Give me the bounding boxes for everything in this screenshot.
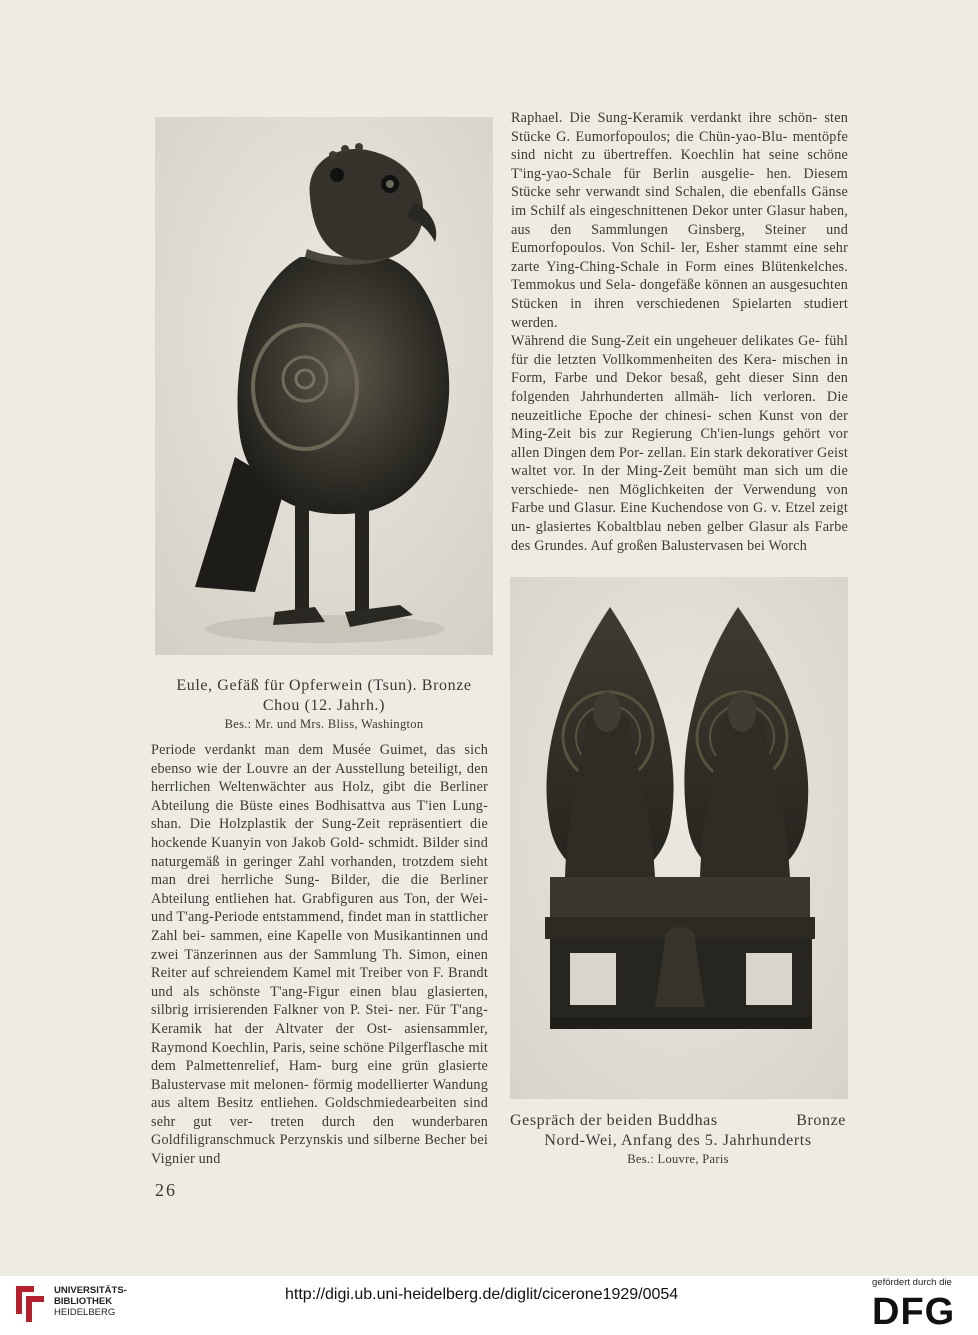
owl-caption-line3: Bes.: Mr. und Mrs. Bliss, Washington bbox=[224, 717, 424, 731]
university-library-logo-icon bbox=[12, 1282, 48, 1324]
buddhas-caption-line2: Nord-Wei, Anfang des 5. Jahrhunderts bbox=[544, 1132, 812, 1149]
owl-caption-line1: Eule, Gefäß für Opferwein (Tsun). Bronze bbox=[176, 677, 472, 694]
library-name bbox=[54, 1285, 127, 1318]
buddhas-bronze-photo bbox=[510, 577, 848, 1099]
buddhas-caption-line1 bbox=[510, 1111, 846, 1131]
funded-by-label: gefördert durch die bbox=[872, 1277, 952, 1288]
owl-caption bbox=[155, 676, 493, 732]
left-column-text bbox=[151, 741, 488, 1169]
paragraph: Periode verdankt man dem Musée Guimet, das sich ebenso wie der Louvre an der Ausstellung beteiligt, den herrlichen Weltenwächter aus Holz, gibt die Berliner Abteilung die Büste eines Bodhisattva aus T'ien Lung-shan. Die Holzplastik der Sung-Zeit repräsentiert die hockende Kuanyin von Jakob Gold- schmidt. Bilder sind naturgemäß in geringer Zahl vorhanden, trotzdem sieht man drei herrliche Sung- Bilder, die die Berliner Abteilung entliehen hat. Grabfiguren aus Ton, der Wei- und T'ang-Periode entstammend, findet man in stattlicher Zahl bei- sammen, eine Kapelle von Musikantinnen und zwei Tänzerinnen aus der Sammlung Th. Simon, einen Reiter auf schreiendem Kamel mit Treiber von F. Brandt und als schönste T'ang-Figur einen blau glasierten, silbrig irrisierenden Falkner von P. Stei- ner. Für T'ang-Keramik hat der Altvater der Ost- asiensammler, Raymond Koechlin, Paris, seine schöne Pilgerflasche mit dem Palmettenrelief, Ham- burg eine grün glasierte Balustervase mit melonen- förmig modellierter Wandung aus altem Besitz entliehen. Goldschmiedearbeiten sind sehr gut ver- treten durch den wunderbaren Goldfiligranschmuck Perzynskis und silberne Becher bei Vignier und bbox=[151, 742, 488, 1168]
dfg-logo: DFG bbox=[872, 1291, 956, 1333]
buddhas-bronze-illustration bbox=[510, 577, 848, 1099]
owl-caption-line2: Chou (12. Jahrh.) bbox=[262, 697, 386, 714]
footer-bar bbox=[0, 1276, 978, 1335]
source-url-link[interactable]: http://digi.ub.uni-heidelberg.de/diglit/cicerone1929/0054 bbox=[285, 1286, 679, 1303]
buddhas-caption-line3: Bes.: Louvre, Paris bbox=[627, 1152, 729, 1166]
owl-bronze-illustration bbox=[155, 117, 493, 655]
paragraph: Raphael. Die Sung-Keramik verdankt ihre schön- sten Stücke G. Eumorfopoulos; die Chün-yao-Blu- mentöpfe sind nicht zu übertreffen. Koechlin hat seine schöne T'ing-yao-Schale für Berlin ausgelie- hen. Diesem Stücke sehr verwandt sind Schalen, die ebenfalls Gänse im Schilf als eingeschnittenen Dekor unter Glasur haben, aus den Sammlungen Ginsberg, Steiner und Eumorfopoulos. Von Schil- ler, Esher stammt eine sehr zarte Ying-Ching-Schale in Form eines Blütenkelches. Temmokus und Sela- dongefäße können an ausgesuchten Stücken in ihren verschiedenen Spielarten studiert werden. bbox=[511, 110, 848, 331]
right-column-text bbox=[511, 109, 848, 555]
page-number: 26 bbox=[155, 1180, 177, 1200]
buddhas-caption bbox=[510, 1111, 846, 1167]
buddhas-caption-material: Bronze bbox=[796, 1112, 846, 1129]
paragraph: Während die Sung-Zeit ein ungeheuer delikates Ge- fühl für die letzten Vollkommenheiten des Kera- mischen in Form, Farbe und Dekor besaß, geht dieser Sinn den folgenden Jahrhunderten allmäh- lich verloren. Die neuzeitliche Epoche der chinesi- schen Kunst von der Ming-Zeit bis zur Regierung Ch'ien-lungs gehört vor allen Dingen dem Por- zellan. Ein stark dekorativer Geist waltet vor. In der Ming-Zeit bemüht man sich um die verschiede- nen Möglichkeiten der Verwendung von Farbe und Glasur. Eine Kuchendose von G. v. Etzel zeigt un- glasiertes Kobaltblau neben gelber Glasur als Farbe des Grundes. Auf großen Balustervasen bei Worch bbox=[511, 333, 848, 554]
library-name-line3: HEIDELBERG bbox=[54, 1307, 116, 1318]
library-name-line1: UNIVERSITÄTS- bbox=[54, 1285, 127, 1296]
owl-bronze-photo bbox=[155, 117, 493, 655]
buddhas-caption-title: Gespräch der beiden Buddhas bbox=[510, 1112, 718, 1129]
library-name-line2: BIBLIOTHEK bbox=[54, 1296, 113, 1307]
